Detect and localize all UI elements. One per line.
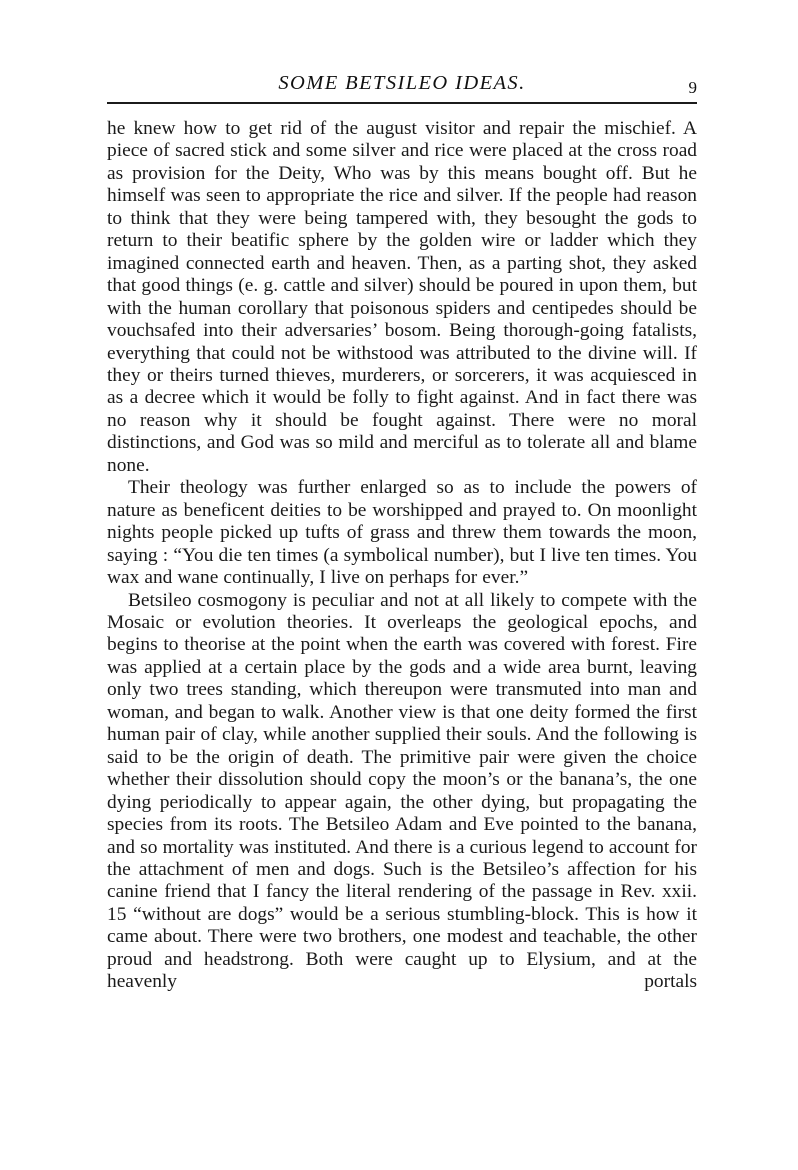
page-number: 9 [688,78,697,97]
body-text [107,118,697,994]
page-content [107,72,697,994]
paragraph-theology: Their theology was further enlarged so as to include the powers of nature as beneficent deities to be worshipped and prayed to. On moonlight nights people picked up tufts of grass and threw them towards the moon, saying : “You die ten times (a symbolical number), but I live ten times. You wax and wane continually, I live on perhaps for ever.” [107,477,697,589]
header-rule [107,102,697,104]
running-head [107,72,697,98]
running-head-title: SOME BETSILEO IDEAS. [278,72,526,94]
paragraph-continuation: he knew how to get rid of the august visitor and repair the mischief. A piece of sacred stick and some silver and rice were placed at the cross road as provision for the Deity, Who was by this means bought off. But he himself was seen to appropriate the rice and silver. If the people had reason to think that they were being tampered with, they besought the gods to return to their beatific sphere by the golden wire or ladder which they imagined connected earth and heaven. Then, as a parting shot, they asked that good things (e. g. cattle and silver) should be poured in upon them, but with the human corollary that poisonous spiders and centipedes should be vouchsafed into their adversaries’ bosom. Being thorough-going fatalists, everything that could not be withstood was attributed to the divine will. If they or theirs turned thieves, murderers, or sorcerers, it was acquiesced in as a decree which it would be folly to fight against. And in fact there was no reason why it should be fought against. There were no moral distinctions, and God was so mild and merciful as to tolerate all and blame none. [107,118,697,476]
paragraph-cosmogony: Betsileo cosmogony is peculiar and not at all likely to compete with the Mosaic or evolution theories. It overleaps the geological epochs, and begins to theorise at the point when the earth was covered with forest. Fire was applied at a certain place by the gods and a wide area burnt, leaving only two trees standing, which thereupon were transmuted into man and woman, and began to walk. Another view is that one deity formed the first human pair of clay, while another supplied their souls. And the following is said to be the origin of death. The primitive pair were given the choice whether their dissolution should copy the moon’s or the banana’s, the one dying periodically to appear again, the other dying, but propagating the species from its roots. The Betsileo Adam and Eve pointed to the banana, and so mortality was instituted. And there is a curious legend to account for the attachment of men and dogs. Such is the Betsileo’s affection for his canine friend that I fancy the literal rendering of the passage in Rev. xxii. 15 “without are dogs” would be a serious stumbling-block. This is how it came about. There were two brothers, one modest and teachable, the other proud and headstrong. Both were caught up to Elysium, and at the heavenly portals [107,589,697,993]
